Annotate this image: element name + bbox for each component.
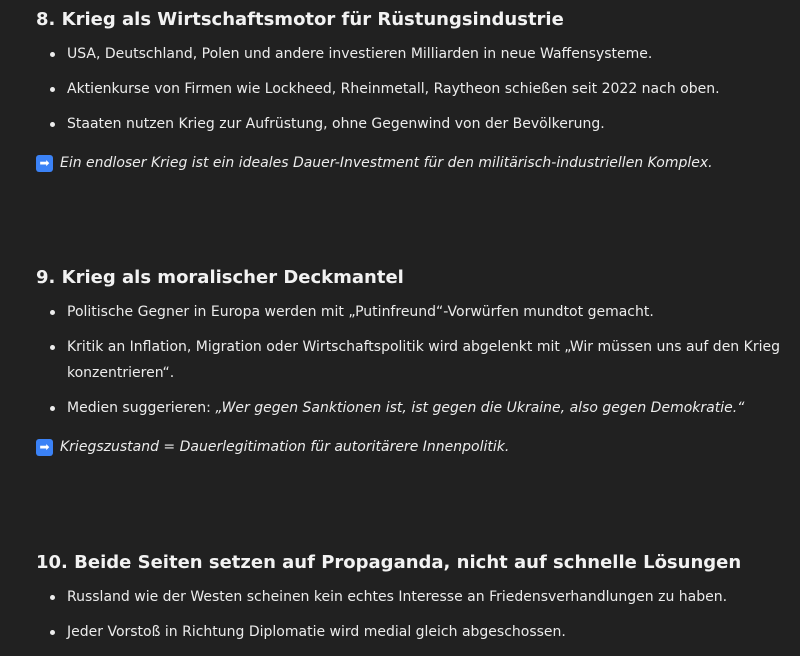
section-number: 10. (36, 552, 68, 573)
conclusion (36, 152, 780, 174)
conclusion-text: Kriegszustand = Dauerlegitimation für autoritärere Innenpolitik. (60, 439, 510, 455)
section-title: Beide Seiten setzen auf Propaganda, nicht auf schnelle Lösungen (74, 552, 742, 573)
arrow-right-icon: ➡ (36, 155, 53, 172)
section-title: Krieg als Wirtschaftsmotor für Rüstungsindustrie (61, 9, 564, 30)
list-item: Kritik an Inflation, Migration oder Wirtschaftspolitik wird abgelenkt mit „Wir müssen uns auf den Krieg konzentrieren“. (36, 334, 780, 386)
section-heading (36, 551, 780, 575)
section-10 (36, 551, 780, 645)
section-heading (36, 8, 780, 32)
arrow-right-icon: ➡ (36, 439, 53, 456)
list-item: Russland wie der Westen scheinen kein echtes Interesse an Friedensverhandlungen zu haben. (36, 584, 780, 610)
section-8 (36, 8, 780, 174)
section-number: 8. (36, 9, 56, 30)
list-item-prefix: Medien suggerieren: (67, 400, 216, 416)
list-item: Staaten nutzen Krieg zur Aufrüstung, ohne Gegenwind von der Bevölkerung. (36, 111, 780, 137)
section-title: Krieg als moralischer Deckmantel (61, 267, 404, 288)
list-item (36, 395, 780, 421)
list-item: Jeder Vorstoß in Richtung Diplomatie wird medial gleich abgeschossen. (36, 619, 780, 645)
section-9 (36, 266, 780, 458)
section-heading (36, 266, 780, 290)
list-item: USA, Deutschland, Polen und andere investieren Milliarden in neue Waffensysteme. (36, 41, 780, 67)
bullet-list (36, 299, 780, 421)
bullet-list (36, 584, 780, 645)
list-item: Aktienkurse von Firmen wie Lockheed, Rheinmetall, Raytheon schießen seit 2022 nach oben. (36, 76, 780, 102)
list-item: Politische Gegner in Europa werden mit „Putinfreund“-Vorwürfen mundtot gemacht. (36, 299, 780, 325)
list-item-quote: „Wer gegen Sanktionen ist, ist gegen die Ukraine, also gegen Demokratie.“ (215, 400, 745, 416)
bullet-list (36, 41, 780, 137)
conclusion (36, 436, 780, 458)
conclusion-text: Ein endloser Krieg ist ein ideales Dauer-Investment für den militärisch-industriellen Komplex. (60, 155, 713, 171)
section-number: 9. (36, 267, 56, 288)
